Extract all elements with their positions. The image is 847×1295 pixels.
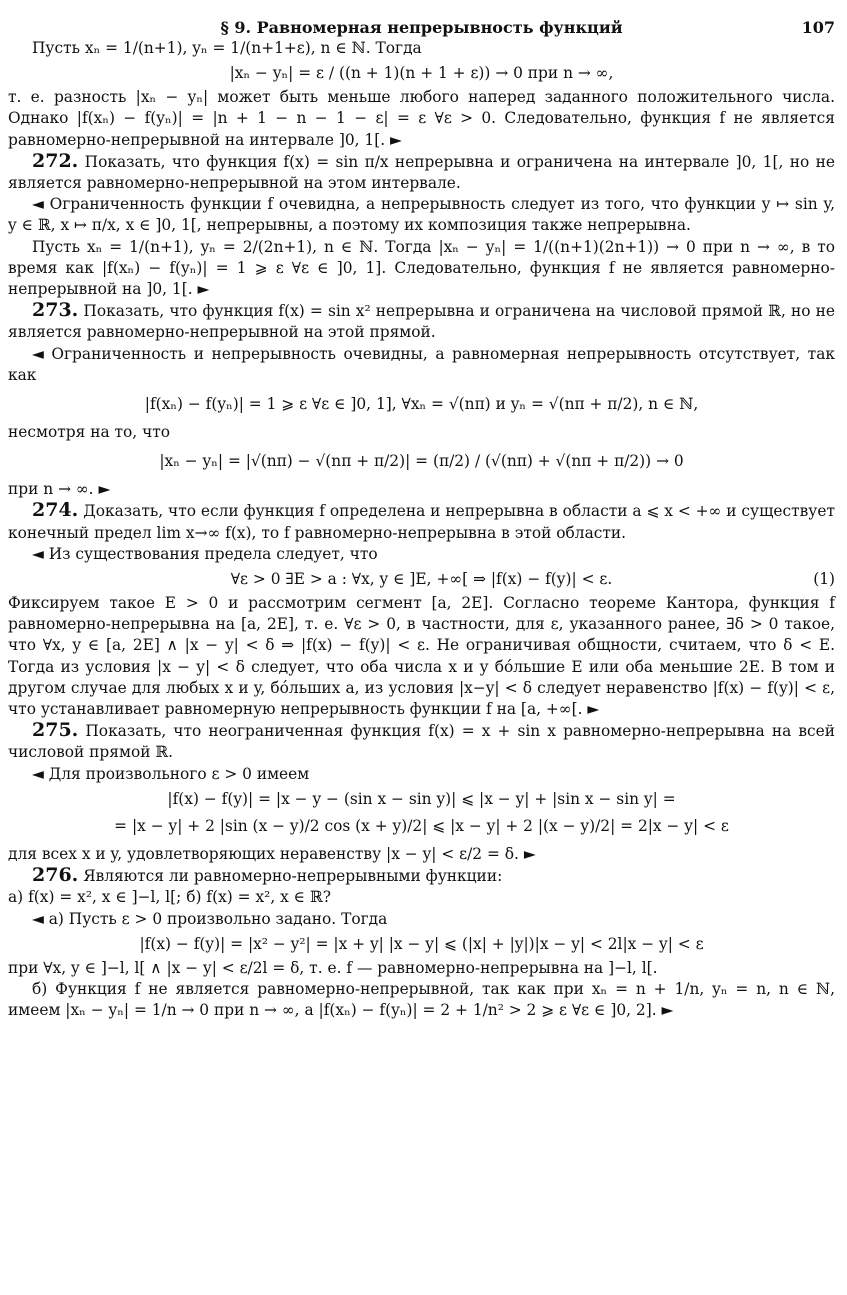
paragraph [8, 844, 835, 865]
paragraph [8, 479, 835, 500]
section-title: § 9. Равномерная непрерывность функций [220, 18, 623, 37]
problem-number: 276. [32, 864, 79, 887]
paragraph [8, 344, 835, 386]
paragraph-text: ◄ а) Пусть ε > 0 произвольно задано. Тогда [32, 909, 388, 928]
paragraph [8, 979, 835, 1021]
formula-text: |xₙ − yₙ| = ε / ((n + 1)(n + 1 + ε)) → 0 при n → ∞, [229, 64, 614, 83]
problem-statement [8, 865, 835, 887]
page-body [8, 38, 835, 1021]
display-formula [8, 570, 835, 588]
problem-number: 275. [32, 719, 79, 742]
paragraph [8, 909, 835, 930]
paragraph [8, 887, 835, 908]
paragraph-text: т. е. разность |xₙ − yₙ| может быть меньше любого наперед заданного положительного числа. Однако |f(xₙ) − f(yₙ)| = |n + 1 − n − 1 − ε| = ε ∀ε > 0. Следовательно, функция f не является равномерно-непрерывной на интервале ]0, 1[. ► [8, 88, 835, 149]
paragraph-text: ◄ Ограниченность функции f очевидна, а непрерывность следует из того, что функции y ↦ sin y, y ∈ ℝ, x ↦ π/x, x ∈ ]0, 1[, непрерывны, а поэтому их композиция также непрерывна. [8, 195, 835, 235]
paragraph [8, 544, 835, 565]
display-formula [8, 790, 835, 808]
formula-text: |f(xₙ) − f(yₙ)| = 1 ⩾ ε ∀ε ∈ ]0, 1], ∀xₙ = √(nπ) и yₙ = √(nπ + π/2), n ∈ ℕ, [144, 395, 699, 414]
problem-number: 272. [32, 149, 79, 172]
paragraph-text: Пусть xₙ = 1/(n+1), yₙ = 1/(n+1+ε), n ∈ ℕ. Тогда [32, 39, 422, 57]
paragraph-text: при ∀x, y ∈ ]−l, l[ ∧ |x − y| < ε/2l = δ, т. е. f — равномерно-непрерывна на ]−l, l[. [8, 958, 658, 977]
formula-text: = |x − y| + 2 |sin (x − y)/2 cos (x + y)/2| ⩽ |x − y| + 2 |(x − y)/2| = 2|x − y| < ε [114, 816, 729, 835]
formula-text: |xₙ − yₙ| = |√(nπ) − √(nπ + π/2)| = (π/2) / (√(nπ) + √(nπ + π/2)) → 0 [159, 452, 684, 471]
paragraph-text: ◄ Для произвольного ε > 0 имеем [32, 764, 310, 783]
problem-number: 274. [32, 499, 79, 522]
formula-text: ∀ε > 0 ∃E > a : ∀x, y ∈ ]E, +∞[ ⇒ |f(x) − f(y)| < ε. [230, 570, 613, 589]
paragraph-text: для всех x и y, удовлетворяющих неравенству |x − y| < ε/2 = δ. ► [8, 844, 536, 863]
paragraph-text: б) Функция f не является равномерно-непрерывной, так как при xₙ = n + 1/n, yₙ = n, n ∈ ℕ, имеем |xₙ − yₙ| = 1/n → 0 при n → ∞, а |f(xₙ) − f(yₙ)| = 2 + 1/n² > 2 ⩾ ε ∀ε ∈ ]0, 2]. ► [8, 979, 835, 1020]
problem-statement [8, 151, 835, 194]
page [8, 8, 835, 1021]
display-formula [8, 64, 835, 82]
display-formula [8, 935, 835, 953]
paragraph-text: Показать, что функция f(x) = sin x² непрерывна и ограничена на числовой прямой ℝ, но не является равномерно-непрерывной на этой прямой. [8, 302, 835, 342]
paragraph-text: Показать, что неограниченная функция f(x) = x + sin x равномерно-непрерывна на всей числовой прямой ℝ. [8, 722, 835, 762]
equation-number: (1) [813, 570, 835, 589]
page-number: 107 [801, 18, 835, 37]
paragraph-text: Доказать, что если функция f определена и непрерывна в области a ⩽ x < +∞ и существует конечный предел lim x→∞ f(x), то f равномерно-непрерывна в этой области. [8, 502, 835, 542]
formula-text: |f(x) − f(y)| = |x − y − (sin x − sin y)| ⩽ |x − y| + |sin x − sin y| = [167, 789, 676, 808]
problem-statement [8, 300, 835, 343]
problem-statement [8, 500, 835, 543]
paragraph [8, 422, 835, 443]
paragraph [8, 87, 835, 151]
display-formula [8, 452, 835, 470]
paragraph-text: Являются ли равномерно-непрерывными функции: [83, 867, 503, 886]
paragraph [8, 237, 835, 301]
display-formula [8, 395, 835, 413]
paragraph-text: Фиксируем такое E > 0 и рассмотрим сегмент [a, 2E]. Согласно теореме Кантора, функция f равномерно-непрерывна на [a, 2E], т. е. ∀ε > 0, в частности, для ε, указанного ранее, ∃δ > 0 такое, что ∀x, y ∈ [a, 2E] ∧ |x − y| < δ ⇒ |f(x) − f(y)| < ε. Не ограничивая общности, считаем, что δ < E. Тогда из условия |x − y| < δ следует, что оба числа x и y бо́льшие E или оба меньшие 2E. В том и другом случае для любых x и y, бо́льших a, из условия |x−y| < δ следует неравенство |f(x) − f(y)| < ε, что устанавливает равномерную непрерывность функции f на [a, +∞[. ► [8, 594, 835, 719]
formula-text: |f(x) − f(y)| = |x² − y²| = |x + y| |x − y| ⩽ (|x| + |y|)|x − y| < 2l|x − y| < ε [139, 934, 704, 953]
paragraph-text: ◄ Ограниченность и непрерывность очевидны, а равномерная непрерывность отсутствует, так как [8, 344, 835, 384]
running-header [8, 8, 835, 38]
paragraph-text: ◄ Из существования предела следует, что [32, 544, 378, 563]
problem-number: 273. [32, 299, 79, 322]
paragraph [8, 764, 835, 785]
paragraph [8, 593, 835, 720]
paragraph-text: несмотря на то, что [8, 423, 171, 442]
paragraph-text: а) f(x) = x², x ∈ ]−l, l[; б) f(x) = x², x ∈ ℝ? [8, 888, 332, 907]
paragraph [8, 958, 835, 979]
paragraph-text: при n → ∞. ► [8, 480, 111, 499]
paragraph [8, 38, 835, 59]
paragraph-text: Показать, что функция f(x) = sin π/x непрерывна и ограничена на интервале ]0, 1[, но не является равномерно-непрерывной на этом интервале. [8, 152, 835, 193]
problem-statement [8, 720, 835, 763]
paragraph-text: Пусть xₙ = 1/(n+1), yₙ = 2/(2n+1), n ∈ ℕ. Тогда |xₙ − yₙ| = 1/((n+1)(2n+1)) → 0 при n → ∞, в то время как |f(xₙ) − f(yₙ)| = 1 ⩾ ε ∀ε ∈ ]0, 1]. Следовательно, функция f не является равномерно-непрерывной на ]0, 1[. ► [8, 237, 835, 299]
display-formula [8, 817, 835, 835]
paragraph [8, 194, 835, 236]
